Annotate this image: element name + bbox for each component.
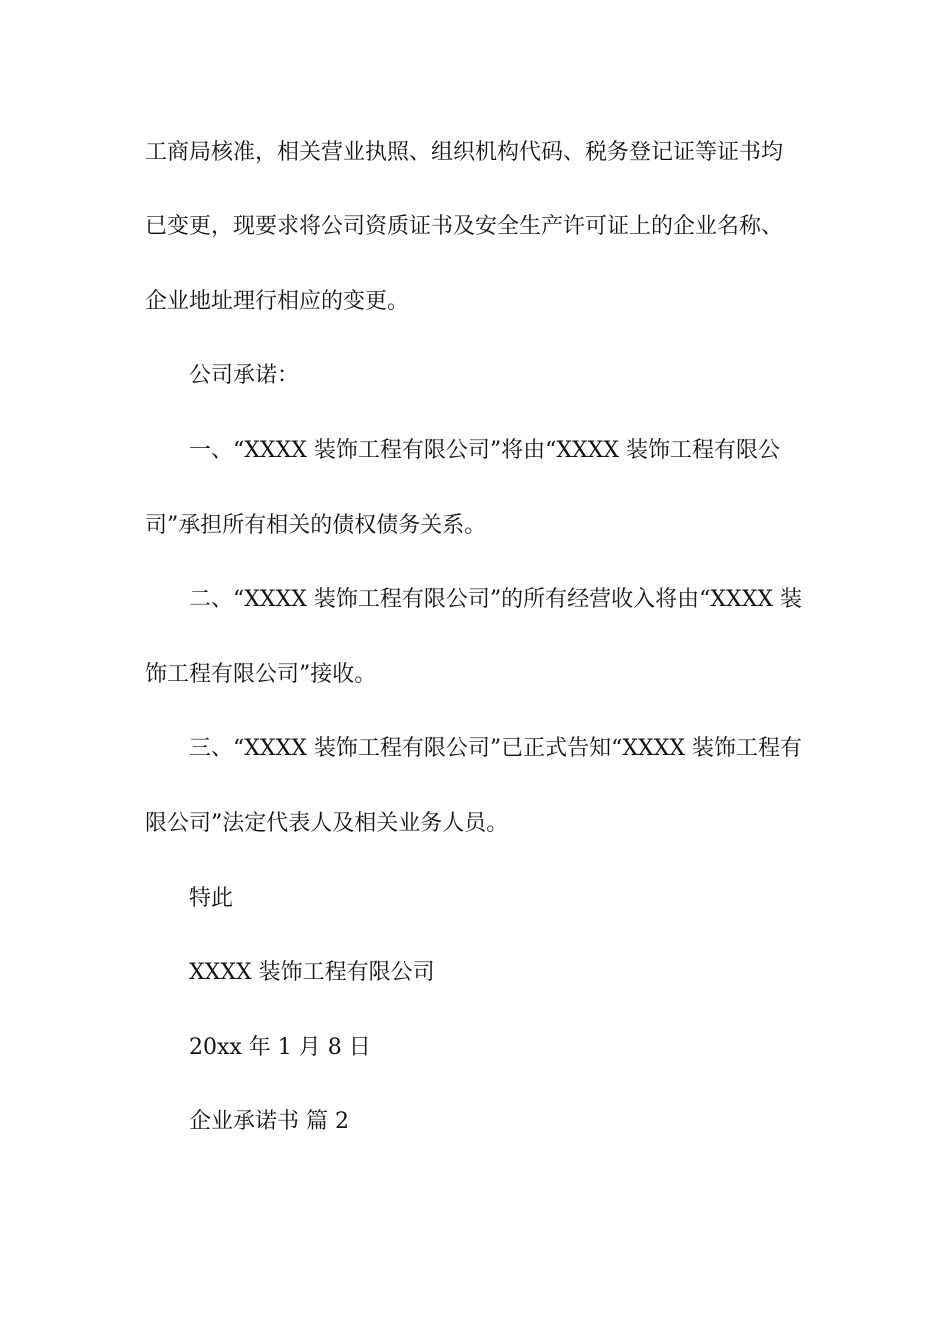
commitment-item-3-continuation: 限公司”法定代表人及相关业务人员。 [145,811,509,836]
signature-date: 20xx 年 1 月 8 日 [189,1035,371,1060]
section-heading: 公司承诺： [189,363,300,388]
commitment-item-3: 三、“XXXX 装饰工程有限公司”已正式告知“XXXX 装饰工程有 [189,736,803,761]
commitment-item-2-continuation: 饰工程有限公司”接收。 [145,662,377,687]
closing-phrase: 特此 [189,886,234,911]
next-section-title: 企业承诺书 篇 2 [189,1109,349,1134]
signature-company: XXXX 装饰工程有限公司 [189,960,435,985]
commitment-item-1: 一、“XXXX 装饰工程有限公司”将由“XXXX 装饰工程有限公 [189,438,781,463]
paragraph-line: 已变更，现要求将公司资质证书及安全生产许可证上的企业名称、 [145,214,784,239]
commitment-item-2: 二、“XXXX 装饰工程有限公司”的所有经营收入将由“XXXX 装 [189,587,803,612]
paragraph-line: 企业地址理行相应的变更。 [145,289,410,314]
commitment-item-1-continuation: 司”承担所有相关的债权债务关系。 [145,513,487,538]
paragraph-line: 工商局核准，相关营业执照、组织机构代码、税务登记证等证书均 [145,140,784,165]
